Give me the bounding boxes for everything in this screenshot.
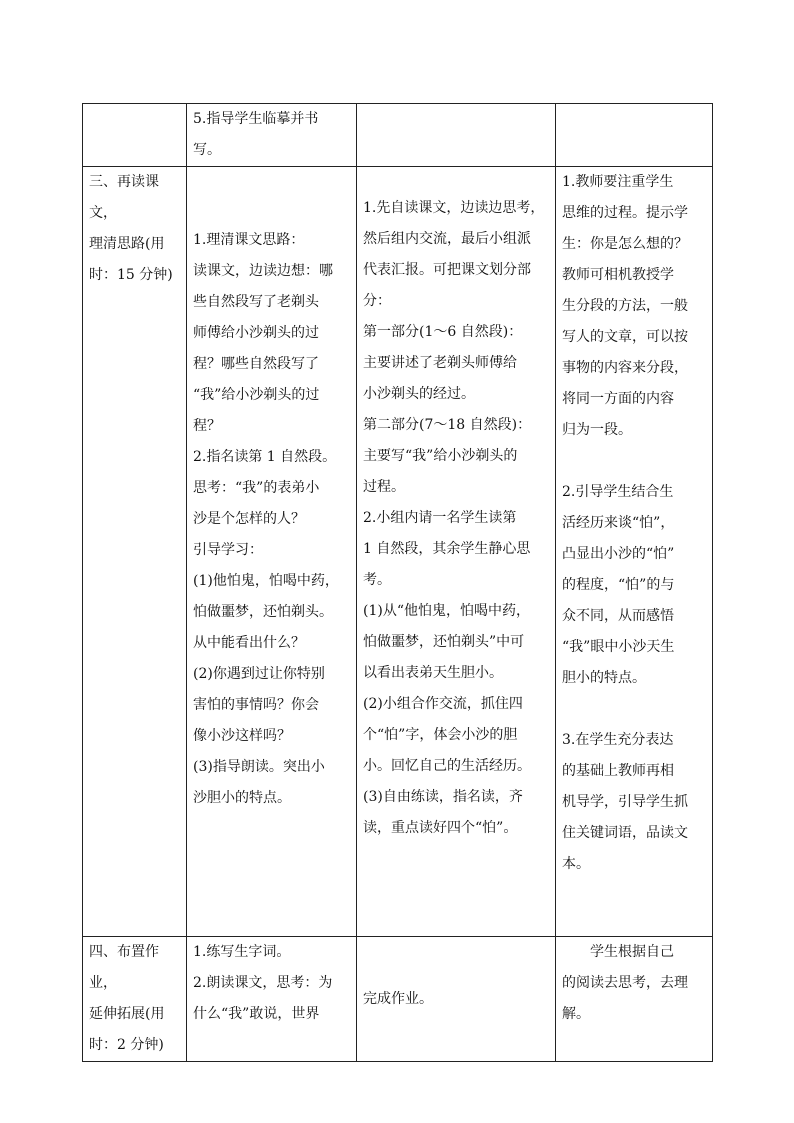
cell-text-line: 活经历来谈“怕”， <box>562 515 675 531</box>
cell-text-line: 个“怕”字，体会小沙的胆 <box>363 727 518 743</box>
student-activity-cell <box>357 167 556 937</box>
cell-text-line: 第二部分(7～18 自然段)： <box>363 417 532 433</box>
cell-text-line: 考。 <box>363 572 391 588</box>
cell-text-line: 众不同，从而感悟 <box>562 608 674 624</box>
table-row <box>83 104 713 167</box>
teacher-activity-cell: 5.指导学生临摹并书 写。 <box>187 104 357 167</box>
cell-text-line: 主要讲述了老剃头师傅给 <box>363 355 517 371</box>
cell-text-line: 从中能看出什么？ <box>193 635 305 651</box>
teacher-activity-cell: 1.练写生字词。 2.朗读课文，思考：为 什么“我”敢说，世界 <box>187 937 357 1062</box>
design-note-cell: 学生根据自己 的阅读去思考，去理 解。 <box>556 937 713 1062</box>
cell-text-line: 沙胆小的特点。 <box>193 790 291 806</box>
cell-text-line: 些自然段写了老剃头 <box>193 294 319 310</box>
cell-text-line: 害怕的事情吗？你会 <box>193 697 319 713</box>
cell-text-line: 1.先自读课文，边读边思考， <box>363 200 545 216</box>
cell-text-line: “我”给小沙剃头的过 <box>193 387 320 403</box>
cell-text-line: 教师可相机教授学 <box>562 267 674 283</box>
table-row <box>83 167 713 937</box>
cell-text-line: 本。 <box>562 856 590 872</box>
cell-text-line: (3)自由练读，指名读，齐 <box>363 789 523 805</box>
cell-text-line: 小。回忆自己的生活经历。 <box>363 758 531 774</box>
cell-text-line: 过程。 <box>363 479 405 495</box>
cell-text-line: 归为一段。 <box>562 422 632 438</box>
cell-text-line: (1)从“他怕鬼，怕喝中药， <box>363 603 530 619</box>
cell-text-line: 小沙剃头的经过。 <box>363 386 475 402</box>
design-note-cell <box>556 167 713 937</box>
teacher-activity-cell <box>187 167 357 937</box>
cell-text-line: “我”眼中小沙天生 <box>562 639 675 655</box>
cell-text-line: 1 自然段，其余学生静心思 <box>363 541 531 557</box>
stage-cell: 三、再读课文， 理清思路(用 时：15 分钟) <box>83 167 187 937</box>
cell-text-line: 2.引导学生结合生 <box>562 484 674 500</box>
cell-text-line: 将同一方面的内容 <box>562 391 674 407</box>
cell-text-line: 生：你是怎么想的？ <box>562 236 688 252</box>
cell-text-line: 程？ <box>193 418 221 434</box>
cell-text-line: 主要写“我”给小沙剃头的 <box>363 448 518 464</box>
table-row <box>83 937 713 1062</box>
cell-text-line: 住关键词语，品读文 <box>562 825 688 841</box>
cell-text-line: 胆小的特点。 <box>562 670 646 686</box>
cell-text-line: 以看出表弟天生胆小。 <box>363 665 503 681</box>
cell-text-line: 机导学，引导学生抓 <box>562 794 688 810</box>
cell-text-line: 然后组内交流，最后小组派 <box>363 231 531 247</box>
cell-text-line: 1.理清课文思路： <box>193 232 305 248</box>
cell-text-line: 思考：“我”的表弟小 <box>193 480 320 496</box>
cell-text-line: 凸显出小沙的“怕” <box>562 546 675 562</box>
cell-text-line: 2.指名读第 1 自然段。 <box>193 449 337 465</box>
cell-text-line: 生分段的方法，一般 <box>562 298 688 314</box>
cell-text-line: (3)指导朗读。突出小 <box>193 759 325 775</box>
cell-text-line: 读课文，边读边想：哪 <box>193 263 333 279</box>
cell-text-line: 第一部分(1～6 自然段)： <box>363 324 523 340</box>
cell-text-line: 事物的内容来分段， <box>562 360 688 376</box>
lesson-plan-table <box>82 103 713 1062</box>
cell-text-line: (2)小组合作交流，抓住四 <box>363 696 523 712</box>
stage-cell <box>83 104 187 167</box>
cell-text-line: 怕做噩梦，还怕剃头。 <box>193 604 333 620</box>
cell-text-line: 写人的文章，可以按 <box>562 329 688 345</box>
cell-text-line: (1)他怕鬼，怕喝中药， <box>193 573 339 589</box>
cell-text-line: 代表汇报。可把课文划分部 <box>363 262 531 278</box>
cell-text-line: 像小沙这样吗？ <box>193 728 291 744</box>
cell-text-line: 师傅给小沙剃头的过 <box>193 325 319 341</box>
cell-text-line: 的程度，“怕”的与 <box>562 577 675 593</box>
cell-text-line: 思维的过程。提示学 <box>562 205 688 221</box>
cell-text-line: 1.教师要注重学生 <box>562 174 674 190</box>
cell-text-line: 怕做噩梦，还怕剃头”中可 <box>363 634 525 650</box>
student-activity-cell <box>357 104 556 167</box>
cell-text-line: 3.在学生充分表达 <box>562 732 674 748</box>
cell-text-line: 程？哪些自然段写了 <box>193 356 319 372</box>
cell-text-line: (2)你遇到过让你特别 <box>193 666 325 682</box>
cell-text-line: 沙是个怎样的人？ <box>193 511 305 527</box>
cell-text-line: 2.小组内请一名学生读第 <box>363 510 517 526</box>
cell-text-line: 读，重点读好四个“怕”。 <box>363 820 518 836</box>
student-activity-cell: 完成作业。 <box>357 937 556 1062</box>
cell-text-line <box>562 694 707 725</box>
cell-text-line: 的基础上教师再相 <box>562 763 674 779</box>
cell-text-line: 引导学习： <box>193 542 263 558</box>
cell-text-line: 分： <box>363 293 391 309</box>
cell-text-line <box>562 446 707 477</box>
stage-cell: 四、布置作业， 延伸拓展(用 时：2 分钟) <box>83 937 187 1062</box>
design-note-cell <box>556 104 713 167</box>
